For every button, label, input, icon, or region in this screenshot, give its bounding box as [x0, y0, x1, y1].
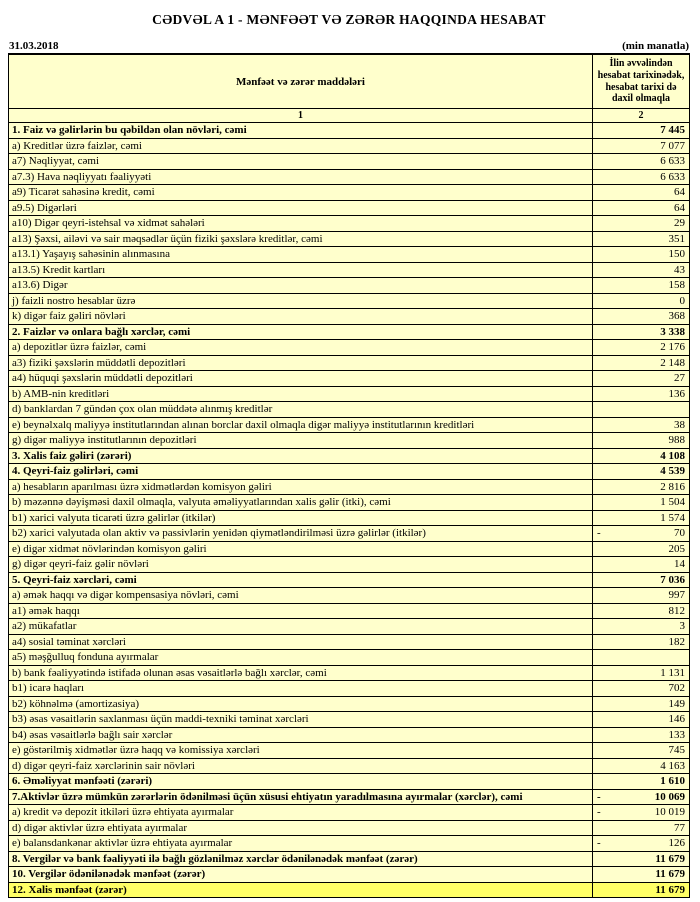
- table-row: [9, 820, 690, 836]
- row-label: a3) fiziki şəxslərin müddətli depozitləri: [9, 355, 593, 371]
- row-label: e) digər xidmət növlərindən komisyon gəliri: [9, 541, 593, 557]
- row-label: a13.5) Kredit kartları: [9, 262, 593, 278]
- row-value: [593, 371, 690, 387]
- row-value: [593, 619, 690, 635]
- row-label: a5) məşğulluq fonduna ayırmalar: [9, 650, 593, 666]
- row-label: a9.5) Digərləri: [9, 200, 593, 216]
- column-number-row: [9, 109, 690, 123]
- row-value: [593, 603, 690, 619]
- value-text: 29: [674, 217, 685, 230]
- table-row: [9, 247, 690, 263]
- row-label: a7) Nəqliyyat, cəmi: [9, 154, 593, 170]
- row-label: g) digər maliyyə institutlarının depozitləri: [9, 433, 593, 449]
- table-row: [9, 588, 690, 604]
- value-text: 988: [668, 434, 685, 447]
- value-text: 149: [668, 697, 685, 710]
- row-value: [593, 200, 690, 216]
- row-value: [593, 495, 690, 511]
- row-value: [593, 154, 690, 170]
- row-value: [593, 278, 690, 294]
- row-value: [593, 386, 690, 402]
- row-value: [593, 789, 690, 805]
- minus-sign: -: [597, 837, 601, 850]
- value-text: 2 148: [660, 356, 685, 369]
- row-value: [593, 696, 690, 712]
- row-label: a13) Şəxsi, ailəvi və sair məqsədlər üçün fiziki şəxslərə kreditlər, cəmi: [9, 231, 593, 247]
- row-value: [593, 774, 690, 790]
- value-text: 27: [674, 372, 685, 385]
- page-title: CƏDVƏL A 1 - MƏNFƏƏT VƏ ZƏRƏR HAQQINDA HESABAT: [152, 12, 546, 27]
- row-label: b1) icarə haqları: [9, 681, 593, 697]
- row-value: [593, 681, 690, 697]
- value-text: 3: [679, 620, 685, 633]
- row-value: [593, 712, 690, 728]
- value-text: 7 036: [660, 573, 685, 586]
- row-label: b4) əsas vəsaitlərlə bağlı sair xərclər: [9, 727, 593, 743]
- row-value: [593, 293, 690, 309]
- table-row: [9, 309, 690, 325]
- table-header-row: [9, 55, 690, 109]
- col1-number: 1: [9, 109, 593, 123]
- row-label: a1) əmək haqqı: [9, 603, 593, 619]
- table-row: [9, 154, 690, 170]
- row-label: 3. Xalis faiz gəliri (zərəri): [9, 448, 593, 464]
- table-row: [9, 572, 690, 588]
- col1-header: Mənfəət və zərər maddələri: [9, 55, 593, 109]
- row-label: a13.6) Digər: [9, 278, 593, 294]
- row-label: 12. Xalis mənfəət (zərər): [9, 882, 593, 898]
- table-row: [9, 123, 690, 139]
- table-row: [9, 293, 690, 309]
- row-label: 4. Qeyri-faiz gəlirləri, cəmi: [9, 464, 593, 480]
- row-label: b3) əsas vəsaitlərin saxlanması üçün maddi-texniki təminat xərcləri: [9, 712, 593, 728]
- row-label: b2) xarici valyutada olan aktiv və passivlərin yenidən qiymətləndirilməsi üzrə gəlirlər (itkilər): [9, 526, 593, 542]
- row-label: g) digər qeyri-faiz gəlir növləri: [9, 557, 593, 573]
- row-label: e) göstərilmiş xidmətlər üzrə haqq və komissiya xərcləri: [9, 743, 593, 759]
- value-text: 64: [674, 186, 685, 199]
- table-row: [9, 464, 690, 480]
- table-row: [9, 479, 690, 495]
- value-text: 1 504: [660, 496, 685, 509]
- row-label: 6. Əməliyyat mənfəəti (zərəri): [9, 774, 593, 790]
- table-row: [9, 417, 690, 433]
- value-text: 11 679: [655, 868, 685, 881]
- table-row: [9, 138, 690, 154]
- row-value: [593, 851, 690, 867]
- value-text: 702: [668, 682, 685, 695]
- value-text: 351: [668, 232, 685, 245]
- minus-sign: -: [597, 806, 601, 819]
- row-value: [593, 526, 690, 542]
- value-text: 70: [674, 527, 685, 540]
- row-label: e) beynəlxalq maliyyə institutlarından alınan borclar daxil olmaqla digər maliyyə institutlarının kreditləri: [9, 417, 593, 433]
- table-row: [9, 541, 690, 557]
- value-text: 205: [668, 542, 685, 555]
- unit-label: (min manatla): [622, 40, 689, 52]
- table-row: [9, 355, 690, 371]
- value-text: 64: [674, 201, 685, 214]
- table-row: [9, 448, 690, 464]
- table-row: [9, 650, 690, 666]
- row-value: [593, 402, 690, 418]
- table-row: [9, 557, 690, 573]
- table-row: [9, 789, 690, 805]
- row-value: [593, 324, 690, 340]
- table-row: [9, 231, 690, 247]
- row-value: [593, 634, 690, 650]
- row-label: a) əmək haqqı və digər kompensasiya növləri, cəmi: [9, 588, 593, 604]
- row-value: [593, 479, 690, 495]
- row-value: [593, 169, 690, 185]
- value-text: 146: [668, 713, 685, 726]
- row-value: [593, 340, 690, 356]
- row-value: [593, 650, 690, 666]
- report-date: 31.03.2018: [9, 40, 59, 52]
- row-label: 10. Vergilər ödənilənədək mənfəət (zərər): [9, 867, 593, 883]
- row-label: b2) köhnəlmə (amortizasiya): [9, 696, 593, 712]
- table-row: [9, 278, 690, 294]
- row-value: [593, 820, 690, 836]
- table-row: [9, 882, 690, 898]
- row-label: d) banklardan 7 gündən çox olan müddətə alınmış kreditlər: [9, 402, 593, 418]
- row-value: [593, 727, 690, 743]
- row-label: b) AMB-nin kreditləri: [9, 386, 593, 402]
- row-label: b) bank fəaliyyətində istifadə olunan əsas vəsaitlərlə bağlı xərclər, cəmi: [9, 665, 593, 681]
- value-text: 1 574: [660, 511, 685, 524]
- table-row: [9, 758, 690, 774]
- row-label: 1. Faiz və gəlirlərin bu qəbildən olan növləri, cəmi: [9, 123, 593, 139]
- value-text: 10 019: [654, 806, 685, 819]
- row-label: a) kredit və depozit itkiləri üzrə ehtiyata ayırmalar: [9, 805, 593, 821]
- row-value: [593, 262, 690, 278]
- row-label: a10) Digər qeyri-istehsal və xidmət sahələri: [9, 216, 593, 232]
- value-text: 6 633: [660, 155, 685, 168]
- row-value: [593, 417, 690, 433]
- row-value: [593, 557, 690, 573]
- row-label: k) digər faiz gəliri növləri: [9, 309, 593, 325]
- value-text: 6 633: [660, 170, 685, 183]
- value-text: 4 539: [660, 465, 685, 478]
- table-row: [9, 665, 690, 681]
- table-row: [9, 836, 690, 852]
- value-text: 0: [679, 294, 685, 307]
- row-label: 8. Vergilər və bank fəaliyyəti ilə bağlı gözlənilməz xərclər ödənilənədək mənfəət (zərər): [9, 851, 593, 867]
- row-value: [593, 805, 690, 821]
- minus-sign: -: [597, 790, 601, 803]
- table-row: [9, 340, 690, 356]
- table-row: [9, 433, 690, 449]
- row-label: j) faizli nostro hesablar üzrə: [9, 293, 593, 309]
- table-row: [9, 696, 690, 712]
- minus-sign: -: [597, 527, 601, 540]
- value-text: 10 069: [654, 790, 685, 803]
- table-row: [9, 324, 690, 340]
- meta-row: [8, 40, 690, 54]
- table-row: [9, 712, 690, 728]
- value-text: 4 163: [660, 759, 685, 772]
- value-text: 11 679: [655, 883, 685, 896]
- row-label: b1) xarici valyuta ticarəti üzrə gəlirlər (itkilər): [9, 510, 593, 526]
- row-label: 7.Aktivlər üzrə mümkün zərərlərin ödənilməsi üçün xüsusi ehtiyatın yaradılmasına ayırmalar (xərclər), cəmi: [9, 789, 593, 805]
- row-value: [593, 836, 690, 852]
- table-row: [9, 216, 690, 232]
- row-label: a9) Ticarət sahəsinə kredit, cəmi: [9, 185, 593, 201]
- table-row: [9, 402, 690, 418]
- value-text: 11 679: [655, 852, 685, 865]
- value-text: 997: [668, 589, 685, 602]
- value-text: 4 108: [660, 449, 685, 462]
- table-row: [9, 185, 690, 201]
- row-value: [593, 355, 690, 371]
- col2-number: 2: [593, 109, 690, 123]
- row-label: e) balansdankənar aktivlər üzrə ehtiyata ayırmalar: [9, 836, 593, 852]
- row-label: a) depozitlər üzrə faizlər, cəmi: [9, 340, 593, 356]
- table-row: [9, 634, 690, 650]
- row-value: [593, 665, 690, 681]
- row-label: a2) mükafatlar: [9, 619, 593, 635]
- value-text: 133: [668, 728, 685, 741]
- row-value: [593, 588, 690, 604]
- value-text: 43: [674, 263, 685, 276]
- row-label: 5. Qeyri-faiz xərcləri, cəmi: [9, 572, 593, 588]
- row-value: [593, 743, 690, 759]
- value-text: 2 176: [660, 341, 685, 354]
- row-value: [593, 185, 690, 201]
- row-value: [593, 433, 690, 449]
- profit-loss-table: [8, 54, 690, 898]
- table-row: [9, 619, 690, 635]
- table-row: [9, 727, 690, 743]
- table-row: [9, 262, 690, 278]
- row-value: [593, 867, 690, 883]
- row-label: b) məzənnə dəyişməsi daxil olmaqla, valyuta əməliyyatlarından xalis gəlir (itki), cəmi: [9, 495, 593, 511]
- row-value: [593, 448, 690, 464]
- row-value: [593, 882, 690, 898]
- row-value: [593, 541, 690, 557]
- value-text: 126: [668, 837, 685, 850]
- row-label: a13.1) Yaşayış sahəsinin alınmasına: [9, 247, 593, 263]
- value-text: 38: [674, 418, 685, 431]
- table-row: [9, 774, 690, 790]
- row-label: d) digər qeyri-faiz xərclərinin sair növləri: [9, 758, 593, 774]
- value-text: 812: [668, 604, 685, 617]
- col2-header: İlin əvvəlindən hesabat tarixinədək, hesabat tarixi də daxil olmaqla: [593, 55, 690, 109]
- value-text: 1 610: [660, 775, 685, 788]
- row-value: [593, 309, 690, 325]
- value-text: 7 077: [660, 139, 685, 152]
- row-label: 2. Faizlər və onlara bağlı xərclər, cəmi: [9, 324, 593, 340]
- row-value: [593, 123, 690, 139]
- row-label: a7.3) Hava nəqliyyatı fəaliyyəti: [9, 169, 593, 185]
- value-text: 3 338: [660, 325, 685, 338]
- value-text: 136: [668, 387, 685, 400]
- table-row: [9, 386, 690, 402]
- row-value: [593, 464, 690, 480]
- value-text: 158: [668, 279, 685, 292]
- table-row: [9, 743, 690, 759]
- value-text: 1 131: [660, 666, 685, 679]
- table-row: [9, 867, 690, 883]
- value-text: 745: [668, 744, 685, 757]
- table-row: [9, 495, 690, 511]
- table-row: [9, 371, 690, 387]
- table-row: [9, 169, 690, 185]
- row-value: [593, 138, 690, 154]
- table-row: [9, 851, 690, 867]
- value-text: 182: [668, 635, 685, 648]
- table-row: [9, 526, 690, 542]
- row-value: [593, 758, 690, 774]
- value-text: 2 816: [660, 480, 685, 493]
- row-label: a) Kreditlər üzrə faizlər, cəmi: [9, 138, 593, 154]
- table-row: [9, 510, 690, 526]
- table-row: [9, 681, 690, 697]
- row-value: [593, 216, 690, 232]
- row-value: [593, 510, 690, 526]
- value-text: 368: [668, 310, 685, 323]
- table-row: [9, 603, 690, 619]
- row-value: [593, 572, 690, 588]
- value-text: 150: [668, 248, 685, 261]
- row-value: [593, 247, 690, 263]
- value-text: 7 445: [660, 124, 685, 137]
- value-text: 77: [674, 821, 685, 834]
- table-row: [9, 805, 690, 821]
- table-row: [9, 200, 690, 216]
- row-label: d) digər aktivlər üzrə ehtiyata ayırmalar: [9, 820, 593, 836]
- value-text: 14: [674, 558, 685, 571]
- row-value: [593, 231, 690, 247]
- row-label: a4) hüquqi şəxslərin müddətli depozitləri: [9, 371, 593, 387]
- row-label: a4) sosial təminat xərcləri: [9, 634, 593, 650]
- row-label: a) hesabların aparılması üzrə xidmətlərdən komisyon gəliri: [9, 479, 593, 495]
